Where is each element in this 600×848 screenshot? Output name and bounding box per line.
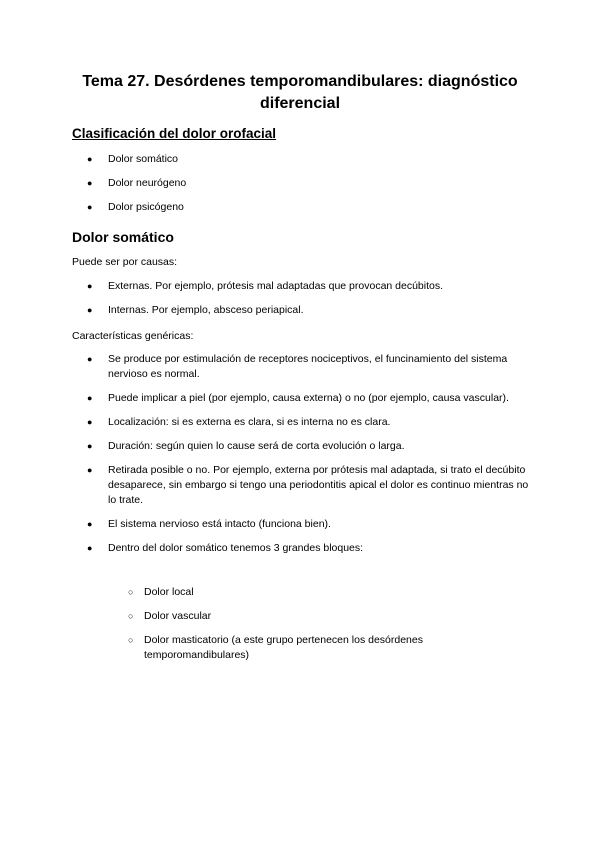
- bullet-icon: ●: [87, 441, 93, 451]
- bullet-icon: ●: [87, 519, 93, 529]
- causes-intro: Puede ser por causas:: [72, 256, 178, 268]
- list-item: [72, 415, 532, 430]
- list-item-text: Dolor psicógeno: [108, 201, 184, 213]
- hollow-bullet-icon: ○: [128, 587, 134, 597]
- hollow-bullet-icon: ○: [128, 635, 134, 645]
- section-heading-classification: Clasificación del dolor orofacial: [72, 126, 277, 141]
- blocks-sublist: [108, 585, 528, 663]
- bullet-icon: ●: [87, 305, 93, 315]
- sublist-item-text: Dolor local: [144, 586, 194, 598]
- characteristics-intro: Características genéricas:: [72, 330, 194, 342]
- characteristics-list: [72, 352, 532, 556]
- bullet-icon: ●: [87, 543, 93, 553]
- bullet-icon: ●: [87, 465, 93, 475]
- list-item: [72, 463, 532, 508]
- list-item-text: Puede implicar a piel (por ejemplo, causa externa) o no (por ejemplo, causa vascular).: [108, 392, 509, 404]
- sublist-item-text: Dolor masticatorio (a este grupo pertenecen los desórdenes temporomandibulares): [144, 634, 423, 661]
- list-item: [72, 200, 532, 215]
- list-item-text: Dolor somático: [108, 153, 179, 165]
- list-item-text: Retirada posible o no. Por ejemplo, externa por prótesis mal adaptada, si trato el decúbito desaparece, sin embargo si tengo una periodontitis apical el dolor es continuo mientras no lo trate.: [108, 464, 529, 506]
- list-item: [72, 541, 532, 556]
- bullet-icon: ●: [87, 154, 93, 164]
- bullet-icon: ●: [87, 354, 93, 364]
- bullet-icon: ●: [87, 202, 93, 212]
- list-item-text: Dolor neurógeno: [108, 177, 187, 189]
- list-item-text: Localización: si es externa es clara, si es interna no es clara.: [108, 416, 391, 428]
- list-item-text: Dentro del dolor somático tenemos 3 grandes bloques:: [108, 542, 364, 554]
- list-item-text: El sistema nervioso está intacto (funciona bien).: [108, 518, 331, 530]
- list-item: [72, 176, 532, 191]
- list-item: [72, 279, 532, 294]
- list-item: [72, 517, 532, 532]
- bullet-icon: ●: [87, 178, 93, 188]
- list-item: [72, 303, 532, 318]
- sublist-item: [108, 609, 528, 624]
- list-item: [72, 439, 532, 454]
- hollow-bullet-icon: ○: [128, 611, 134, 621]
- list-item: [72, 391, 532, 406]
- sublist-item-text: Dolor vascular: [144, 610, 212, 622]
- list-item-text: Se produce por estimulación de receptores nociceptivos, el funcinamiento del sistema nervioso es normal.: [108, 353, 508, 380]
- sublist-item: [108, 585, 528, 600]
- list-item-text: Externas. Por ejemplo, prótesis mal adaptadas que provocan decúbitos.: [108, 280, 444, 292]
- list-item-text: Internas. Por ejemplo, absceso periapical.: [108, 304, 304, 316]
- classification-list: [72, 152, 532, 215]
- section-heading-somatic: Dolor somático: [72, 229, 174, 245]
- bullet-icon: ●: [87, 281, 93, 291]
- causes-list: [72, 279, 532, 318]
- bullet-icon: ●: [87, 417, 93, 427]
- page-title: Tema 27. Desórdenes temporomandibulares: diagnóstico diferencial: [82, 73, 518, 112]
- list-item: [72, 152, 532, 167]
- sublist-item: [108, 633, 528, 663]
- list-item-text: Duración: según quien lo cause será de corta evolución o larga.: [108, 440, 405, 452]
- bullet-icon: ●: [87, 393, 93, 403]
- list-item: [72, 352, 532, 382]
